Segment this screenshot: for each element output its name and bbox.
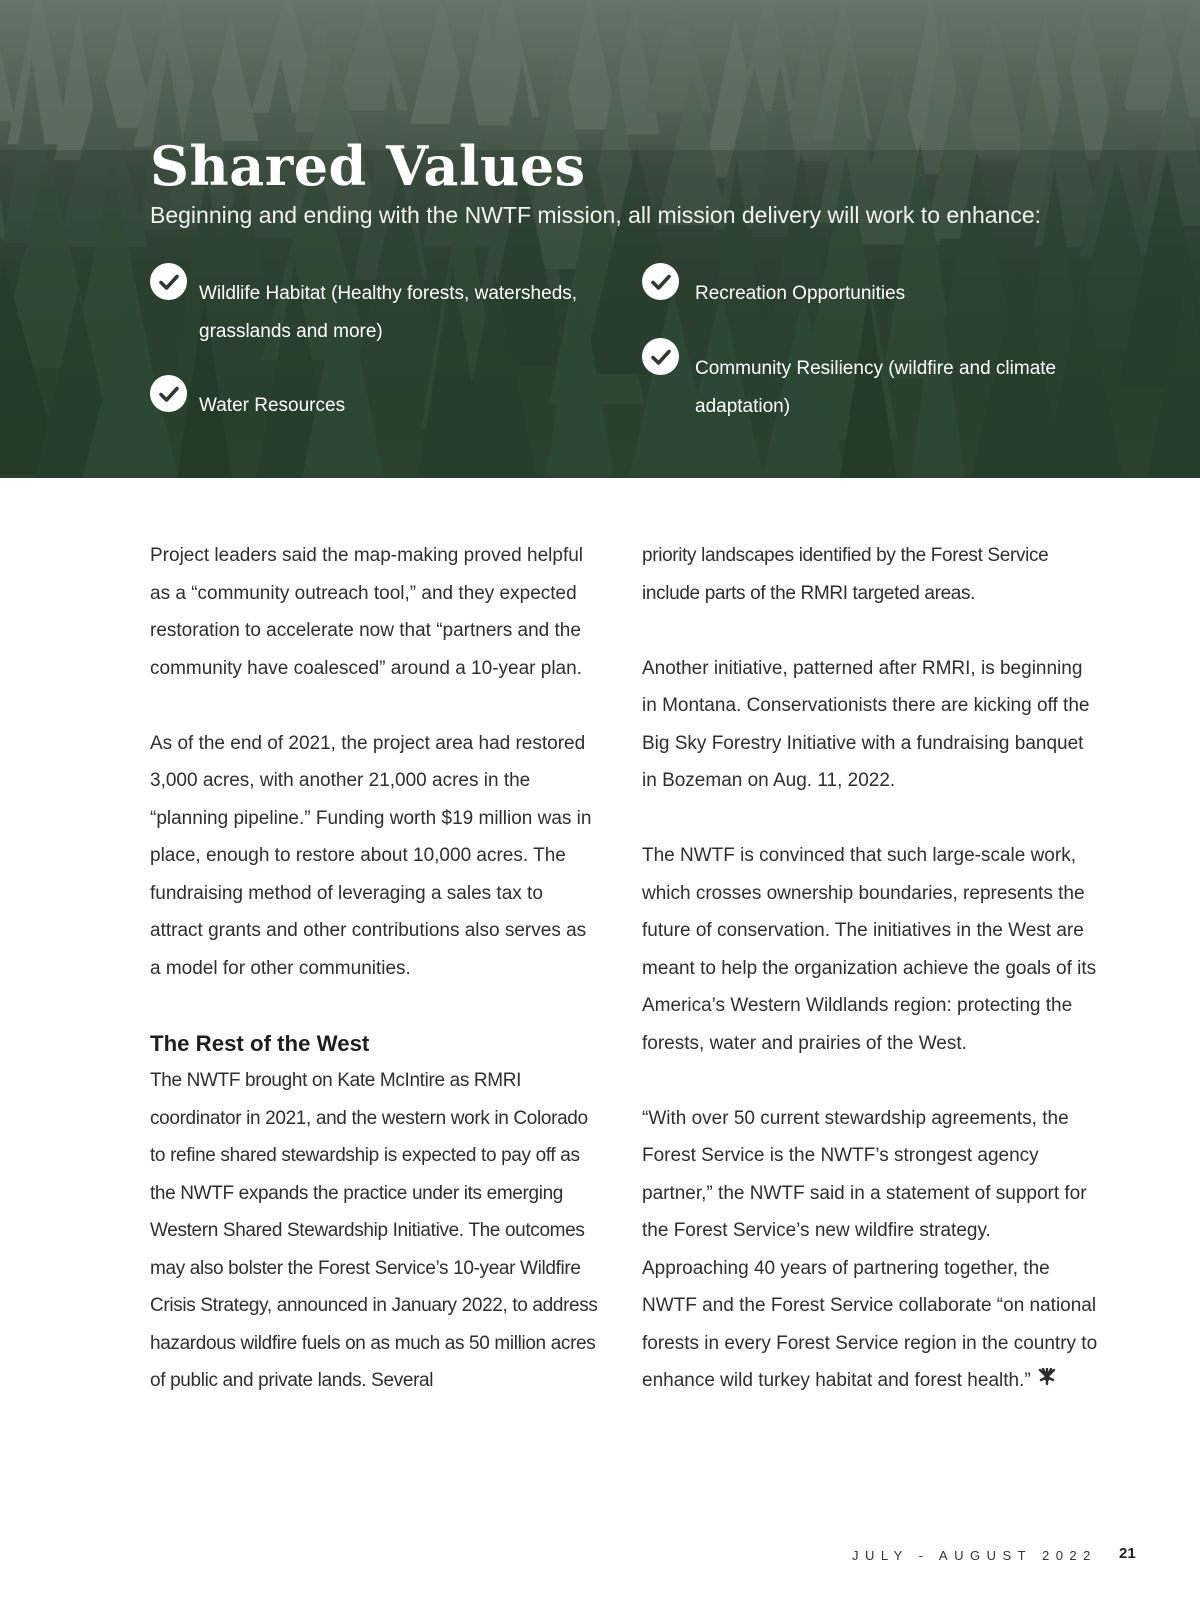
value-item-recreation <box>642 275 1102 313</box>
page-title: Shared Values <box>150 134 586 198</box>
article-paragraph: Another initiative, patterned after RMRI, is beginning in Montana. Conservationists there are kicking off the Big Sky Forestry Initiative with a fundraising banquet in Bozeman on Aug. 11, 2022. <box>642 657 1090 791</box>
value-label: Community Resiliency (wildfire and climate adaptation) <box>695 358 1057 417</box>
issue-date: JULY - AUGUST 2022 <box>852 1548 1097 1563</box>
check-icon <box>150 375 187 412</box>
value-label: Water Resources <box>199 395 346 416</box>
article-paragraph: Project leaders said the map-making proved helpful as a “community outreach tool,” and they expected restoration to accelerate now that “partners and the community have coalesced” around a 10-year plan. <box>150 545 584 679</box>
closing-paragraph-text: “With over 50 current stewardship agreements, the Forest Service is the NWTF’s strongest agency partner,” the NWTF said in a statement of support for the Forest Service’s new wildfire strategy. Approaching 40 years of partnering together, the NWTF and the Forest Service collaborate “on national forests in every Forest Service region in the country to enhance wild turkey habitat and forest health.” <box>642 1107 1098 1391</box>
check-icon <box>150 263 187 300</box>
article-paragraph <box>642 1100 1100 1400</box>
page-subtitle: Beginning and ending with the NWTF mission, all mission delivery will work to enhance: <box>150 202 1042 228</box>
article-column-left <box>150 537 600 1437</box>
page-number: 21 <box>1119 1545 1136 1562</box>
hero-banner <box>0 0 1200 478</box>
value-label: Wildlife Habitat (Healthy forests, watersheds, grasslands and more) <box>199 283 578 342</box>
section-heading: The Rest of the West <box>150 1030 370 1056</box>
turkey-icon <box>1037 1362 1057 1400</box>
value-item-wildlife-habitat <box>150 275 600 350</box>
value-label: Recreation Opportunities <box>695 283 906 304</box>
article-paragraph: priority landscapes identified by the Forest Service include parts of the RMRI targeted areas. <box>642 545 1049 604</box>
check-icon <box>642 263 679 300</box>
article-paragraph: The NWTF brought on Kate McIntire as RMRI coordinator in 2021, and the western work in Colorado to refine shared stewardship is expected to pay off as the NWTF expands the practice under its emerging Western Shared Stewardship Initiative. The outcomes may also bolster the Forest Service’s 10-year Wildfire Crisis Strategy, announced in January 2022, to address hazardous wildfire fuels on as much as 50 million acres of public and private lands. Several <box>150 1070 598 1391</box>
article-column-right <box>642 537 1100 1437</box>
value-item-community-resiliency <box>642 350 1102 425</box>
article-paragraph: As of the end of 2021, the project area had restored 3,000 acres, with another 21,000 acres in the “planning pipeline.” Funding worth $19 million was in place, enough to restore about 10,000 acres. The fundraising method of leveraging a sales tax to attract grants and other contributions also serves as a model for other communities. <box>150 732 592 979</box>
value-item-water-resources <box>150 387 600 425</box>
check-icon <box>642 338 679 375</box>
article-paragraph: The NWTF is convinced that such large-scale work, which crosses ownership boundaries, represents the future of conservation. The initiatives in the West are meant to help the organization achieve the goals of its America’s Western Wildlands region: protecting the forests, water and prairies of the West. <box>642 845 1097 1054</box>
